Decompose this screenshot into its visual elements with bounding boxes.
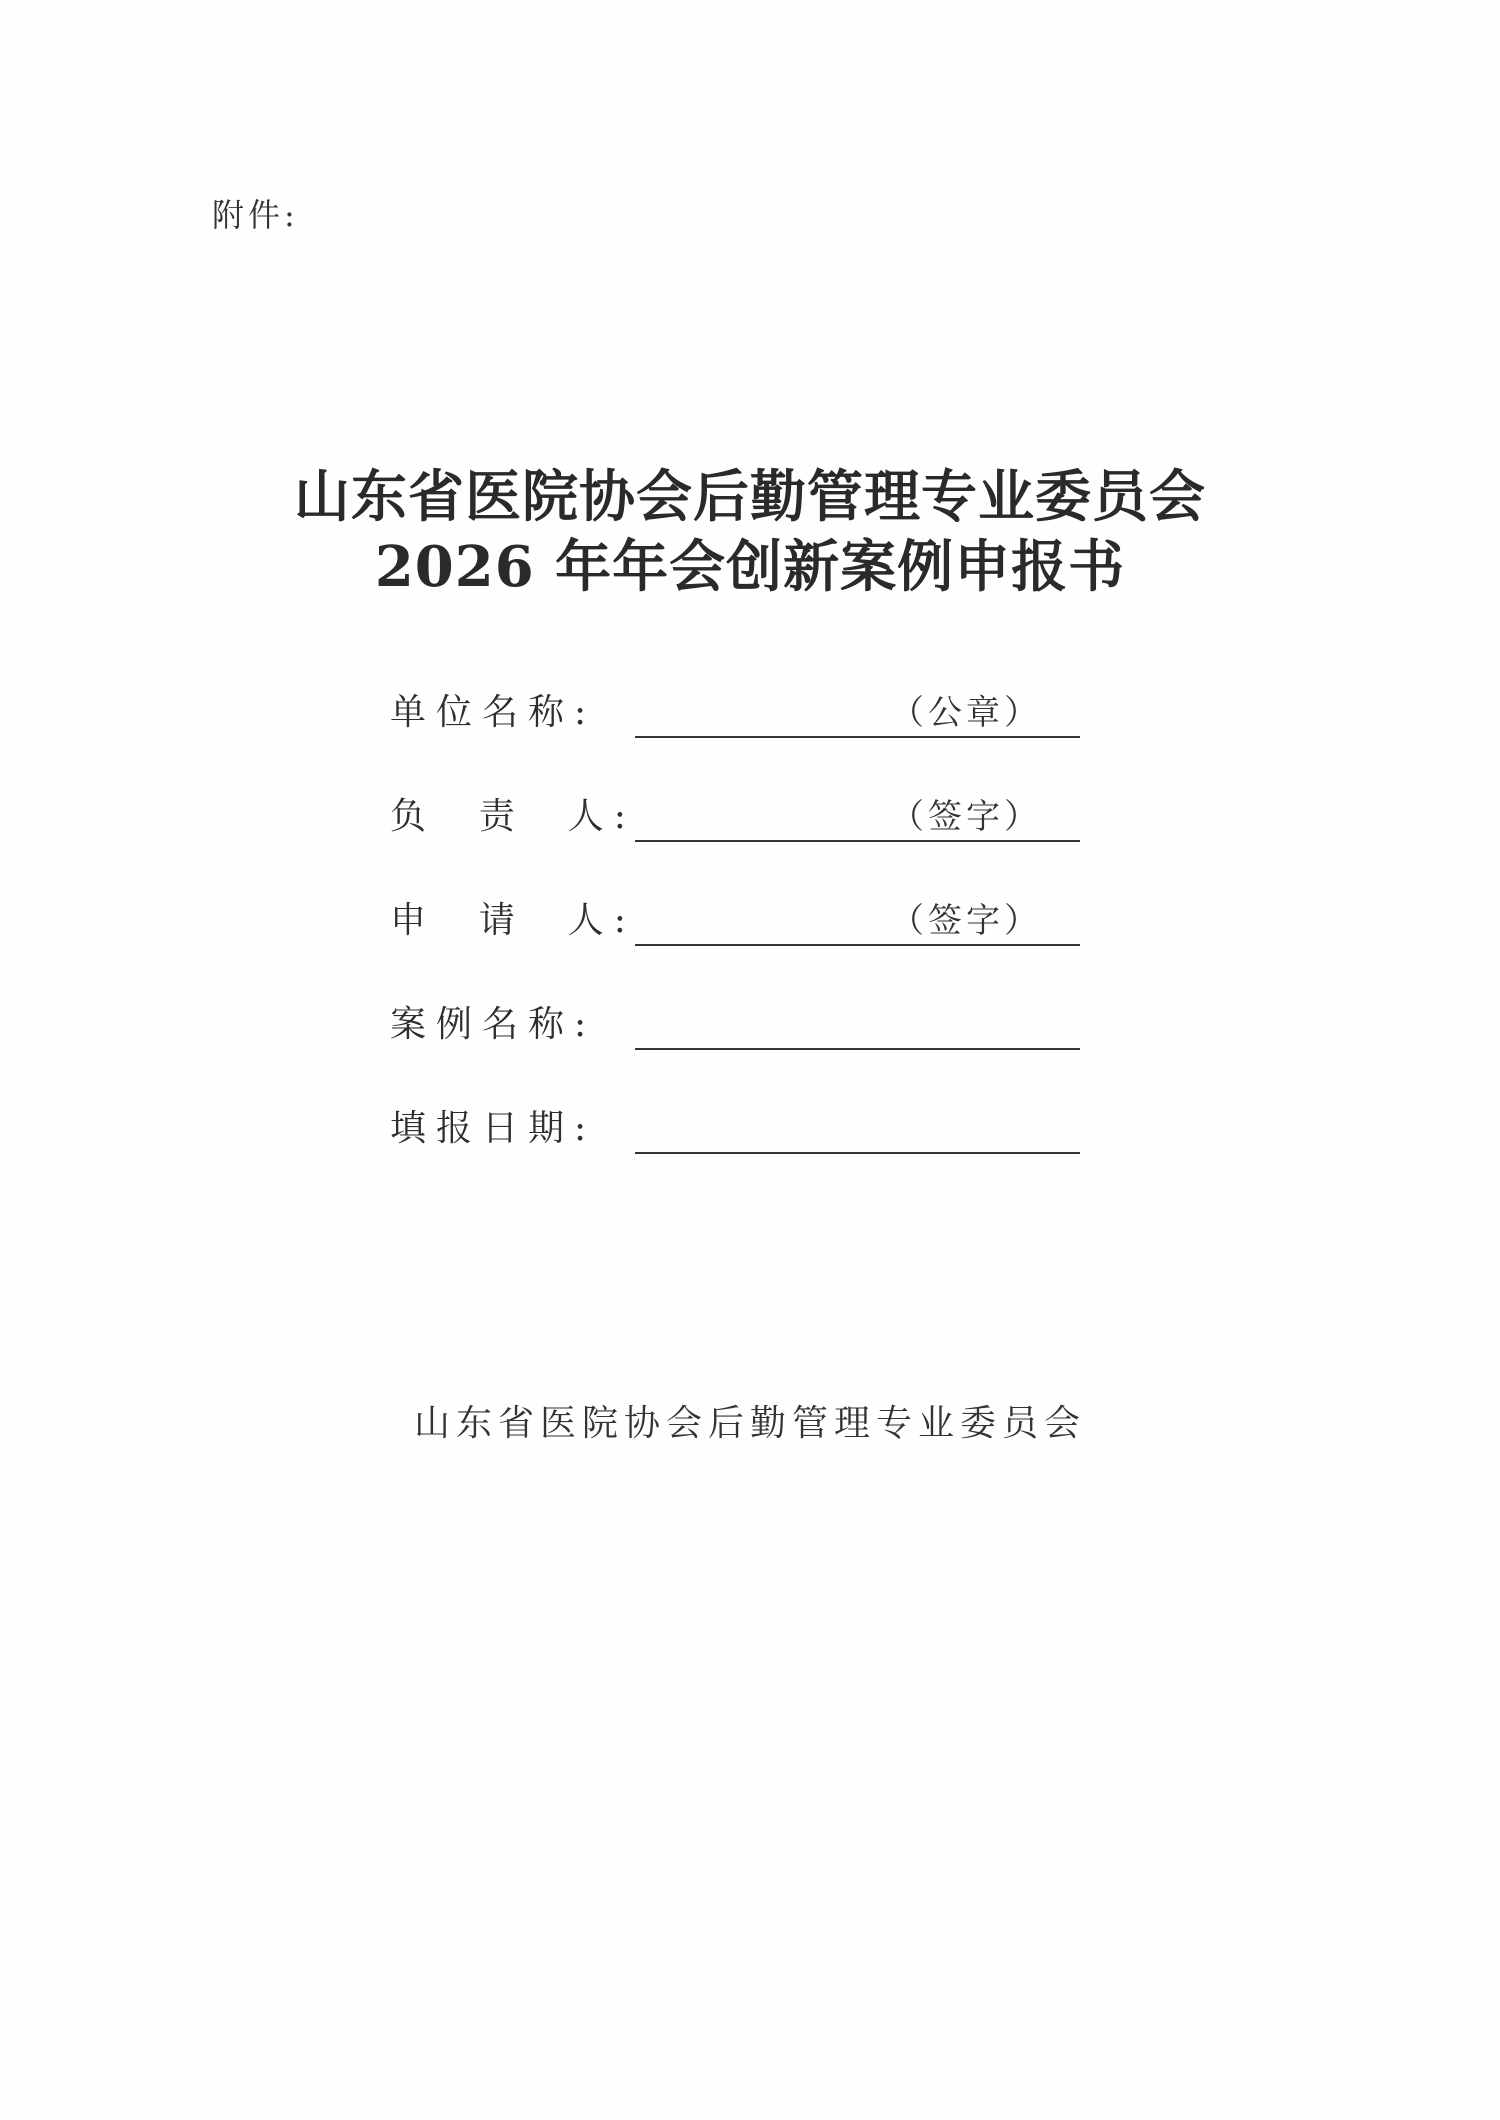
fill-date-label: 填报日期: <box>390 1108 597 1149</box>
form-row-case-name <box>390 1002 1090 1106</box>
applicant-signature-note: （签字） <box>890 901 1042 941</box>
form-row-fill-date <box>390 1106 1090 1210</box>
case-name-field[interactable] <box>635 1048 1080 1050</box>
applicant-field[interactable] <box>635 944 1080 946</box>
applicant-label: 申 请 人: <box>390 900 636 941</box>
issuing-organization: 山东省医院协会后勤管理专业委员会 <box>413 1403 1086 1444</box>
form-row-unit-name <box>390 690 1090 794</box>
responsible-signature-note: （签字） <box>890 797 1042 837</box>
responsible-person-field[interactable] <box>635 840 1080 842</box>
document-title <box>0 462 1500 602</box>
form-row-responsible-person <box>390 794 1090 898</box>
responsible-person-label: 负 责 人: <box>390 796 636 837</box>
case-name-label: 案例名称: <box>390 1004 597 1045</box>
form-row-applicant <box>390 898 1090 1002</box>
fill-date-field[interactable] <box>635 1152 1080 1154</box>
official-seal-note: （公章） <box>890 693 1042 733</box>
unit-name-field[interactable] <box>635 736 1080 738</box>
title-line-2: 2026 年年会创新案例申报书 <box>374 534 1126 600</box>
attachment-label: 附件: <box>212 196 299 234</box>
unit-name-label: 单位名称: <box>390 692 597 733</box>
application-form <box>390 690 1090 1210</box>
title-line-1: 山东省医院协会后勤管理专业委员会 <box>294 464 1206 530</box>
